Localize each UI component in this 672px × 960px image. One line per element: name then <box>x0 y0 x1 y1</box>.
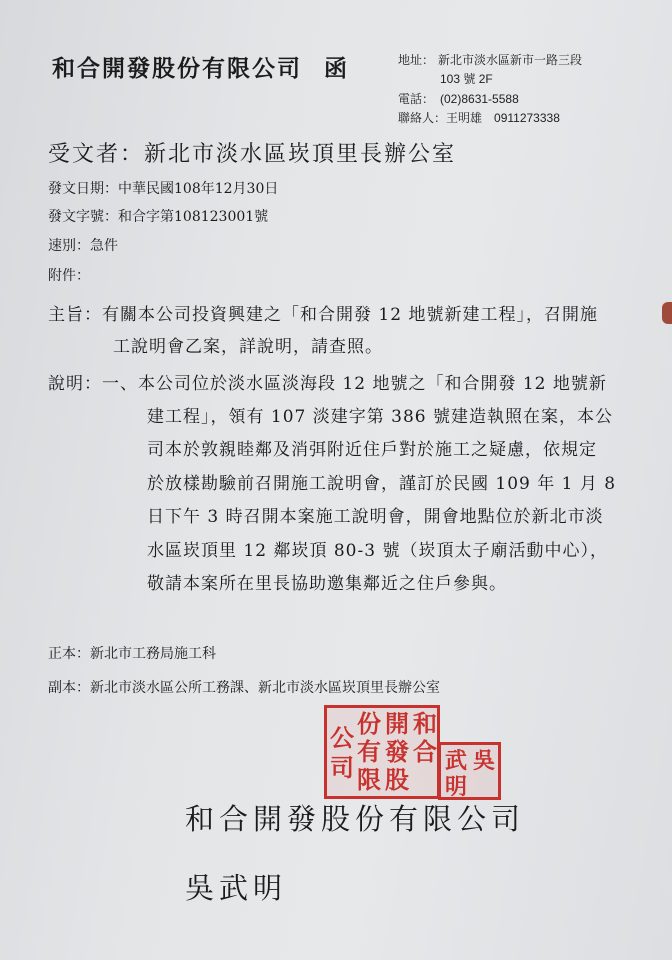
company-seal-char: 限 <box>357 765 381 794</box>
company-seal-char: 和 <box>413 709 437 738</box>
explanation-line-7: 敬請本案所在里長協助邀集鄰近之住戶參與。 <box>147 574 507 594</box>
explanation-text: 本公司位於淡水區淡海段 12 地號之「和合開發 12 地號新 <box>138 374 607 394</box>
doc-type: 函 <box>324 55 349 82</box>
address-line-1 <box>398 51 582 68</box>
original-copy-row <box>48 643 216 663</box>
carbon-copy-row <box>48 677 440 697</box>
subject-text-1: 有關本公司投資興建之「和合開發 12 地號新建工程」，召開施 <box>102 305 598 325</box>
company-seal-char: 司 <box>330 753 354 782</box>
speed-row <box>48 235 118 255</box>
explanation-line-6: 水區崁頂里 12 鄰崁頂 80-3 號（崁頂太子廟活動中心）， <box>147 541 608 561</box>
personal-seal-char: 明 <box>445 774 468 800</box>
recipient <box>48 137 456 168</box>
explanation-line-3: 司本於敦親睦鄰及消弭附近住戶對於施工之疑慮，依規定 <box>147 440 597 460</box>
address-value: 新北市淡水區新市一路三段 <box>438 53 583 67</box>
doc-number-value: 和合字第108123001號 <box>118 209 269 225</box>
explanation-line-2: 建工程」，領有 107 淡建字第 386 號建造執照在案，本公 <box>147 407 614 427</box>
contact-value: 王明雄 0911273338 <box>446 111 560 125</box>
phone-line <box>398 90 519 107</box>
explanation-line-1 <box>48 369 607 394</box>
phone-label: 電話： <box>398 92 435 106</box>
speed-label: 速別： <box>48 238 90 254</box>
company-name: 和合開發股份有限公司 <box>52 55 302 82</box>
attachment-label: 附件： <box>48 268 90 284</box>
address-line-2: 103 號 2F <box>440 72 493 86</box>
date-value: 中華民國108年12月30日 <box>118 181 279 197</box>
subject-label: 主旨： <box>48 305 102 325</box>
address-label: 地址： <box>398 53 435 67</box>
original-copy-value: 新北市工務局施工科 <box>90 646 216 662</box>
carbon-copy-value: 新北市淡水區公所工務課、新北市淡水區崁頂里長辦公室 <box>90 680 440 696</box>
explanation-line-4: 於放樣勘驗前召開施工說明會，謹訂於民國 109 年 1 月 8 <box>147 474 617 494</box>
company-seal-char: 有 <box>357 737 381 766</box>
explanation-label: 說明： <box>48 374 102 394</box>
company-seal-char: 股 <box>385 765 409 794</box>
recipient-label: 受文者： <box>48 142 145 167</box>
phone-value: (02)8631-5588 <box>440 92 519 106</box>
contact-line <box>398 109 560 126</box>
paper-clip-edge <box>662 302 672 324</box>
company-seal-char: 合 <box>413 737 437 766</box>
contact-label: 聯絡人： <box>398 111 447 125</box>
company-seal-char: 份 <box>357 709 381 738</box>
personal-seal-char: 吳 <box>473 748 496 774</box>
original-copy-label: 正本： <box>48 646 90 662</box>
doc-number-label: 發文字號： <box>48 209 118 225</box>
date-row <box>48 178 278 198</box>
carbon-copy-label: 副本： <box>48 680 90 696</box>
company-seal <box>324 705 440 799</box>
explanation-line-5: 日下午 3 時召開本案施工說明會，開會地點位於新北市淡 <box>147 507 604 527</box>
date-label: 發文日期： <box>48 181 118 197</box>
speed-value: 急件 <box>90 238 118 254</box>
subject-line-1 <box>48 300 598 325</box>
signature-company: 和合開發股份有限公司 <box>185 802 526 836</box>
letterhead-company <box>52 50 349 83</box>
subject-line-2: 工說明會乙案，詳說明，請查照。 <box>113 337 383 357</box>
company-seal-char: 公 <box>330 723 354 752</box>
personal-seal <box>438 742 501 800</box>
company-seal-char: 開 <box>385 709 409 738</box>
signature-name: 吳武明 <box>185 871 288 905</box>
recipient-value: 新北市淡水區崁頂里長辦公室 <box>144 142 457 167</box>
company-seal-char: 發 <box>385 737 409 766</box>
doc-number-row <box>48 206 268 226</box>
personal-seal-char: 武 <box>445 748 468 774</box>
item-marker: 一、 <box>102 374 138 394</box>
